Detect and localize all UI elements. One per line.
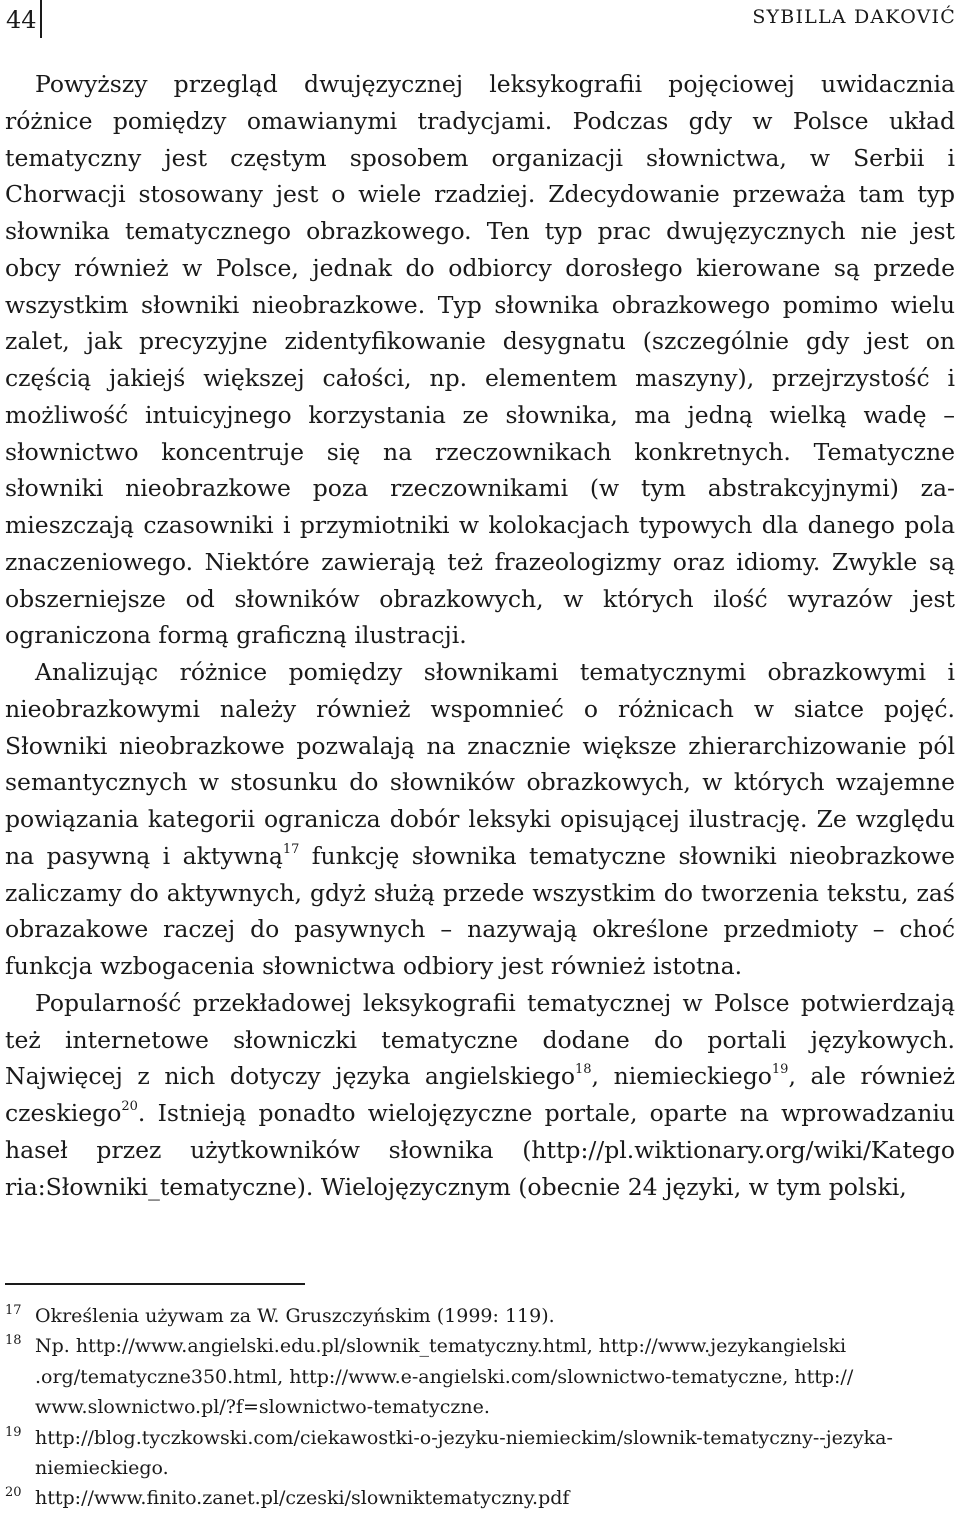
paragraph-3-text-b: , niemieckiego — [591, 1062, 772, 1091]
footnote-number: 18 — [5, 1333, 22, 1349]
footnote-ref-20: 20 — [121, 1099, 138, 1114]
paragraph-3 — [5, 985, 955, 1206]
footnote-text: Określenia używam za W. Gruszczyńskim (1999: 119). — [35, 1305, 555, 1327]
footnote-19 — [5, 1423, 955, 1484]
footnote-divider — [5, 1283, 305, 1285]
paragraph-2-text-a: Analizując różnice pomiędzy słownikami tematycznymi obrazkowymi i nieobrazkowymi należy również wspomnieć o różnicach w siatce pojęć. Słowniki nieobrazkowe pozwalają na znacznie większe zhierarchizowanie pól semantycznych w stosunku do słowników obrazkowych, w których wzajemne powiązania kategorii ogranicza dobór leksyki opisującej ilustrację. Ze względu na pasywną i aktywną — [5, 658, 955, 870]
page-number: 44 — [6, 6, 37, 34]
footnote-number: 20 — [5, 1485, 22, 1501]
footnote-20 — [5, 1483, 955, 1513]
footnote-text: http://www.finito.zanet.pl/czeski/slowniktematyczny.pdf — [35, 1487, 570, 1510]
footnote-18 — [5, 1331, 955, 1422]
paragraph-2-text-b: funkcję słownika tematyczne słowniki nieobrazkowe zaliczamy do aktywnych, gdyż służą przede wszystkim do tworzenia tekstu, zaś obrazakowe raczej do pasywnych – nazywają określone przedmioty – choć funkcja wzbogacenia słownictwa odbiory jest również istotna. — [5, 841, 955, 980]
footnote-ref-17: 17 — [282, 841, 300, 857]
running-head: SYBILLA DAKOVIĆ — [752, 6, 956, 28]
page-header — [0, 0, 960, 40]
footnotes — [5, 1301, 955, 1514]
footnote-ref-19: 19 — [771, 1062, 789, 1078]
footnote-text: Np. http://www.angielski.edu.pl/slownik_tematyczny.html, http://www.jezykangielski .org/tematyczne350.html, http://www.e-angielski.com/slownictwo-tematyczne, http:// www.slownictwo.pl/?f=slownictwo-tematyczne. — [35, 1335, 854, 1419]
paragraph-3-text-c: , ale również czeskiego — [5, 1062, 955, 1127]
footnote-ref-18: 18 — [574, 1062, 592, 1078]
footnote-number: 17 — [5, 1303, 22, 1318]
paragraph-1: Powyższy przegląd dwujęzycznej leksykografii pojęciowej uwidacznia różnice pomiędzy omawianymi tradycjami. Podczas gdy w Polsce układ tematyczny jest częstym sposobem organizacji słownictwa, w Serbii i Chorwacji stosowany jest o wiele rzadziej. Zdecydowanie przeważa tam typ słownika tematycznego obrazkowego. Ten typ prac dwujęzycznych nie jest obcy również w Polsce, jednak do odbiorcy dorosłego kierowane są przede wszystkim słowniki nieobrazkowe. Typ słownika obrazkowego pomimo wielu zalet, jak precyzyjne zidentyfikowanie desygnatu (szczególnie gdy jest on częścią jakiejś większej całości, np. elementem maszyny), przejrzystość i możliwość intuicyjnego korzystania ze słownika, ma jedną wielką wadę – słownictwo koncentruje się na rzeczownikach konkretnych. Tematyczne słowniki nieobrazkowe poza rzeczownikami (w tym abstrakcyjnymi) zamieszczają czasowniki i przymiotniki w kolokacjach typowych dla danego pola znaczeniowego. Niektóre zawierają też frazeologizmy oraz idiomy. Zwykle są obszerniejsze od słowników obrazkowych, w których ilość wyrazów jest ograniczona formą graficzną ilustracji. — [5, 70, 955, 650]
footnote-17 — [5, 1301, 955, 1331]
footnote-number: 19 — [5, 1424, 22, 1440]
paragraph-2 — [5, 654, 955, 985]
paragraph-3-text-a: Popularność przekładowej leksykografii tematycznej w Polsce potwierdzają też internetowe słowniczki tematyczne dodane do portali językowych. Najwięcej z nich dotyczy języka angielskiego — [5, 988, 955, 1091]
paragraph-3-text-d: . Istnieją ponadto wielojęzyczne portale, oparte na wprowadzaniu haseł przez użytkowników słownika (http://pl.wiktionary.org/wiki/Katego ria:Słowniki_tematyczne). Wielojęzycznym (obecnie 24 języki, w tym polski, — [5, 1099, 955, 1201]
footnote-text: http://blog.tyczkowski.com/ciekawostki-o-jezyku-niemieckim/slownik-tematyczny--jezyka-niemieckiego. — [35, 1426, 893, 1480]
header-divider — [40, 0, 42, 38]
main-text — [5, 66, 955, 1205]
